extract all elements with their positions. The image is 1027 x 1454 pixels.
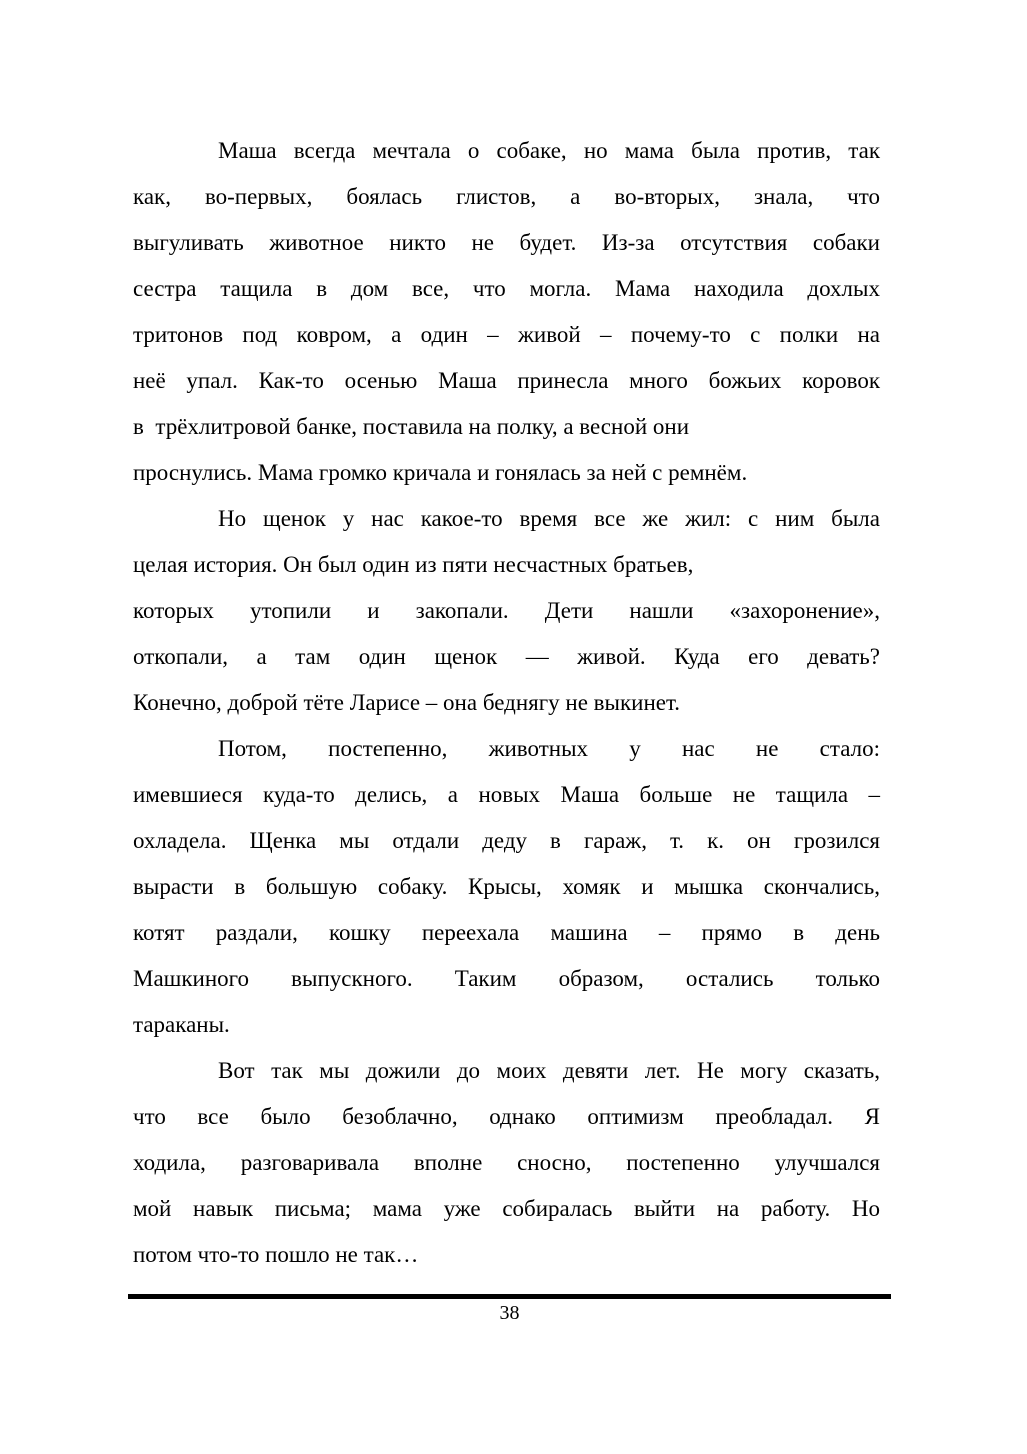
text-line: которых утопили и закопали. Дети нашли «захоронение», — [133, 598, 880, 623]
text-line: охладела. Щенка мы отдали деду в гараж, т. к. он грозился — [133, 828, 880, 853]
text-line: как, во-первых, боялась глистов, а во-вторых, знала, что — [133, 184, 880, 209]
text-line: выгуливать животное никто не будет. Из-за отсутствия собаки — [133, 230, 880, 255]
text-line: котят раздали, кошку переехала машина – прямо в день — [133, 920, 880, 945]
page-number: 38 — [499, 1302, 520, 1324]
footer-rule — [128, 1294, 891, 1299]
text-line: Вот так мы дожили до моих девяти лет. Не могу сказать, — [218, 1058, 880, 1083]
paragraph — [133, 726, 880, 1048]
text-line: Конечно, доброй тёте Ларисе – она беднягу не выкинет. — [133, 690, 681, 715]
text-line: в трёхлитровой банке, поставила на полку, а весной они — [133, 414, 689, 439]
text-line: имевшиеся куда-то делись, а новых Маша больше не тащила – — [133, 782, 880, 807]
text-line: целая история. Он был один из пяти несчастных братьев, — [133, 552, 694, 577]
text-line: неё упал. Как-то осенью Маша принесла много божьих коровок — [133, 368, 880, 393]
text-line: проснулись. Мама громко кричала и гонялась за ней с ремнём. — [133, 460, 748, 485]
page-text — [133, 128, 880, 1278]
text-line: тараканы. — [133, 1012, 230, 1037]
paragraph — [133, 1048, 880, 1278]
paragraph — [133, 128, 880, 496]
text-line: Маша всегда мечтала о собаке, но мама была против, так — [218, 138, 880, 163]
text-line: ходила, разговаривала вполне сносно, постепенно улучшался — [133, 1150, 880, 1175]
text-line: Потом, постепенно, животных у нас не стало: — [218, 736, 880, 761]
text-line: мой навык письма; мама уже собиралась выйти на работу. Но — [133, 1196, 880, 1221]
text-line: Машкиного выпускного. Таким образом, остались только — [133, 966, 880, 991]
text-line: сестра тащила в дом все, что могла. Мама находила дохлых — [133, 276, 880, 301]
text-line: Но щенок у нас какое-то время все же жил: с ним была — [218, 506, 880, 531]
text-line: вырасти в большую собаку. Крысы, хомяк и мышка скончались, — [133, 874, 880, 899]
text-line: потом что-то пошло не так… — [133, 1242, 419, 1267]
text-line: откопали, а там один щенок — живой. Куда его девать? — [133, 644, 880, 669]
text-line: тритонов под ковром, а один – живой – почему-то с полки на — [133, 322, 880, 347]
text-line: что все было безоблачно, однако оптимизм преобладал. Я — [133, 1104, 880, 1129]
paragraph — [133, 496, 880, 726]
